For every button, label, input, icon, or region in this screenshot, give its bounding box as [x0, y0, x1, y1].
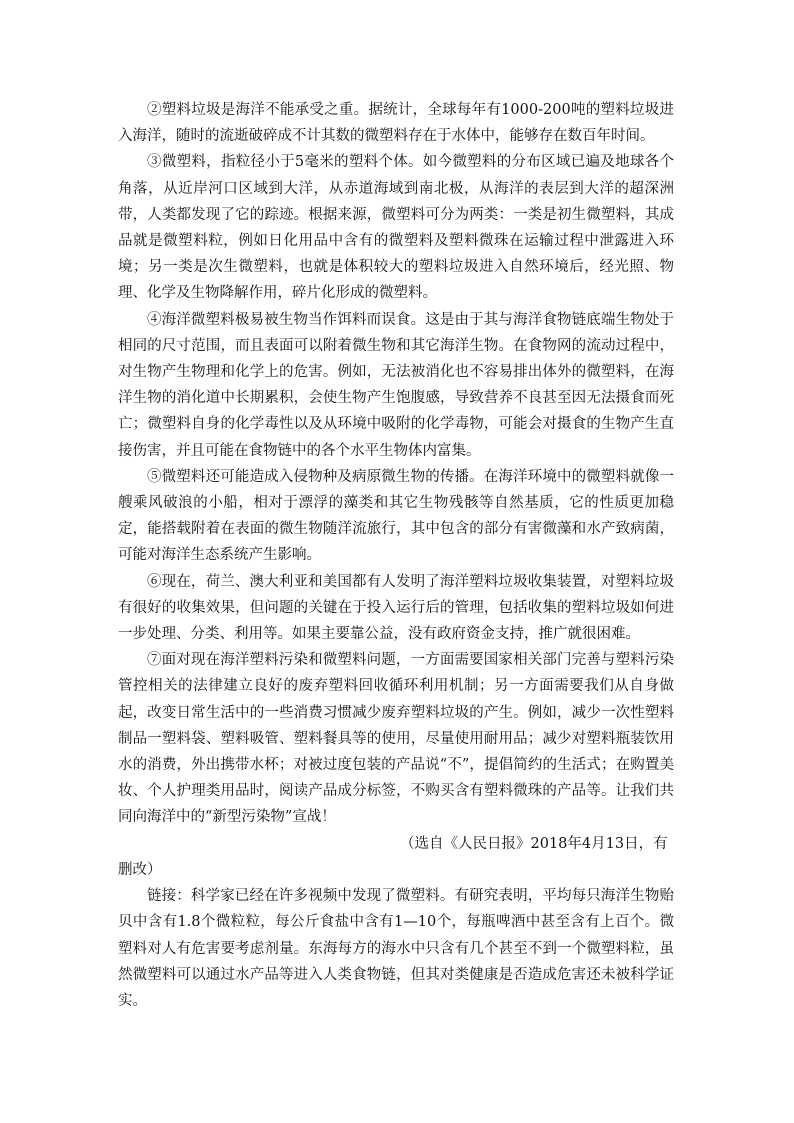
paragraph-5: ⑤微塑料还可能造成入侵物种及病原微生物的传播。在海洋环境中的微塑料就像一艘乘风破浪的小船，相对于漂浮的藻类和其它生物残骸等自然基质，它的性质更加稳定，能搭载附着在表面的微生物随洋流旅行，其中包含的部分有害微藻和水产致病菌，可能对海洋生态系统产生影响。 — [118, 468, 674, 564]
link-paragraph: 链接：科学家已经在许多视频中发现了微塑料。有研究表明，平均每只海洋生物贻贝中含有1.8个微粒粒，每公斤食盐中含有1—10个，每瓶啤酒中甚至含有上百个。微塑料对人有危害要考虑剂量。东海每方的海水中只含有几个甚至不到一个微塑料粒，虽然微塑料可以通过水产品等进入人类食物链，但其对类健康是否造成危害还未被科学证实。 — [118, 888, 674, 1009]
source-citation: （选自《人民日报》2018年4月13日，有删改） — [118, 835, 668, 878]
paragraph-4: ④海洋微塑料极易被生物当作饵料而误食。这是由于其与海洋食物链底端生物处于相同的尺寸范围，而且表面可以附着微生物和其它海洋生物。在食物网的流动过程中，对生物产生物理和化学上的危害。例如，无法被消化也不容易排出体外的微塑料，在海洋生物的消化道中长期累积，会使生物产生饱腹感，导致营养不良甚至因无法摄食而死亡；微塑料自身的化学毒性以及从环境中吸附的化学毒物，可能会对摄食的生物产生直接伤害，并且可能在食物链中的各个水平生物体内富集。 — [118, 311, 674, 459]
article-body — [118, 97, 674, 1014]
paragraph-7: ⑦面对现在海洋塑料污染和微塑料问题，一方面需要国家相关部门完善与塑料污染管控相关的法律建立良好的废弃塑料回收循环利用机制；另一方面需要我们从自身做起，改变日常生活中的一些消费习惯减少废弃塑料垃圾的产生。例如，减少一次性塑料制品一塑料袋、塑料吸管、塑料餐具等的使用，尽量使用耐用品；减少对塑料瓶装饮用水的消费，外出携带水杯；对被过度包装的产品说“不”，提倡简约的生活式；在购置美妆、个人护理类用品时，阅读产品成分标签，不购买含有塑料微珠的产品等。让我们共同向海洋中的“新型污染物”宣战！ — [118, 652, 674, 826]
paragraph-2: ②塑料垃圾是海洋不能承受之重。据统计，全球每年有1000-200吨的塑料垃圾进入海洋，随时的流逝破碎成不计其数的微塑料存在于水体中，能够存在数百年时间。 — [118, 102, 674, 145]
paragraph-3: ③微塑料，指粒径小于5毫米的塑料个体。如今微塑料的分布区域已遍及地球各个角落，从近岸河口区域到大洋，从赤道海域到南北极，从海洋的表层到大洋的超深洲带，人类都发现了它的踪迹。根据来源，微塑料可分为两类：一类是初生微塑料，其成品就是微塑料粒，例如日化用品中含有的微塑料及塑料微珠在运输过程中泄露进入环境；另一类是次生微塑料，也就是体积较大的塑料垃圾进入自然环境后，经光照、物理、化学及生物降解作用，碎片化形成的微塑料。 — [118, 154, 674, 302]
paragraph-6: ⑥现在，荷兰、澳大利亚和美国都有人发明了海洋塑料垃圾收集装置，对塑料垃圾有很好的收集效果，但问题的关键在于投入运行后的管理，包括收集的塑料垃圾如何进一步处理、分类、利用等。如果主要靠公益，没有政府资金支持，推广就很困难。 — [118, 573, 674, 643]
